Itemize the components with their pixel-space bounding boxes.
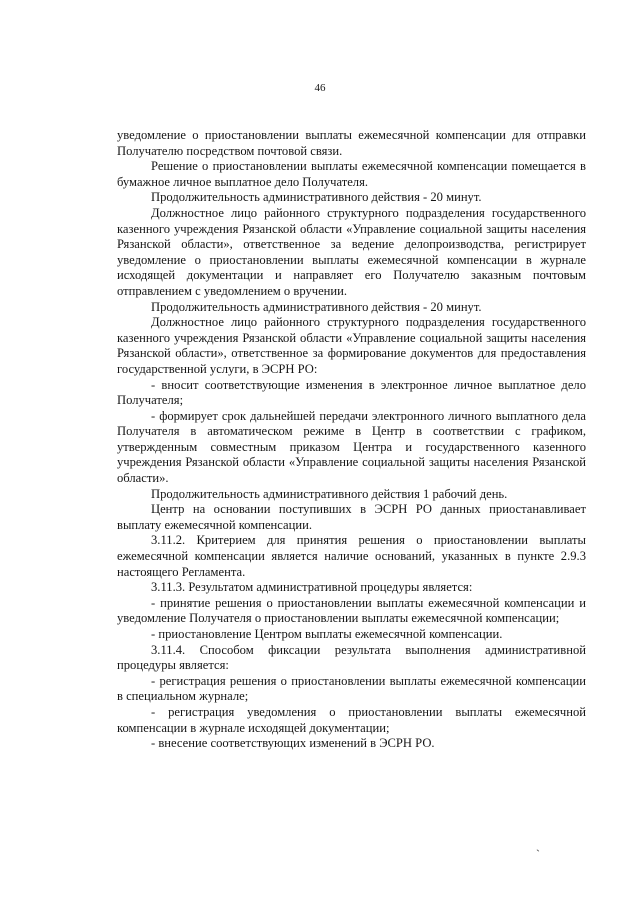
scan-mark: ˎ — [536, 838, 540, 852]
paragraph: 3.11.3. Результатом административной процедуры является: — [151, 580, 473, 595]
list-item: - принятие решения о приостановлении выплаты ежемесячной компенсации и уведомление Получателя о приостановлении выплаты ежемесячной компенсации; — [117, 595, 586, 626]
list-item: - вносит соответствующие изменения в электронное личное выплатное дело Получателя; — [117, 377, 586, 408]
page-number: 46 — [314, 82, 326, 94]
paragraph: Должностное лицо районного структурного подразделения государственного казенного учреждения Рязанской области «Управление социальной защиты населения Рязанской области», ответственное за ведение делопроизводства, регистрирует уведомление о приостановлении выплаты ежемесячной компенсации в журнале исходящей документации и направляет его Получателю заказным почтовым отправлением с уведомлением о вручении. — [117, 205, 586, 298]
paragraph: Центр на основании поступивших в ЭСРН РО данных приостанавливает выплату ежемесячной компенсации. — [117, 502, 586, 532]
document-body — [117, 128, 586, 752]
paragraph: Продолжительность административного действия 1 рабочий день. — [151, 486, 508, 501]
paragraph: Продолжительность административного действия - 20 минут. — [151, 299, 482, 314]
paragraph: Решение о приостановлении выплаты ежемесячной компенсации помещается в бумажное личное выплатное дело Получателя. — [117, 159, 586, 189]
paragraph: 3.11.2. Критерием для принятия решения о приостановлении выплаты ежемесячной компенсации является наличие оснований, указанных в пункте 2.9.3 настоящего Регламента. — [117, 533, 586, 579]
list-item: - внесение соответствующих изменений в ЭСРН РО. — [151, 736, 435, 751]
paragraph: 3.11.4. Способом фиксации результата выполнения административной процедуры является: — [117, 642, 586, 673]
list-item: - регистрация решения о приостановлении выплаты ежемесячной компенсации в специальном журнале; — [117, 673, 586, 704]
list-item: - приостановление Центром выплаты ежемесячной компенсации. — [151, 627, 503, 641]
paragraph: уведомление о приостановлении выплаты ежемесячной компенсации для отправки Получателю посредством почтовой связи. — [117, 128, 586, 158]
paragraph: Должностное лицо районного структурного подразделения государственного казенного учреждения Рязанской области «Управление социальной защиты населения Рязанской области», ответственное за формирование документов для предоставления государственной услуги, в ЭСРН РО: — [117, 315, 586, 376]
list-item: - регистрация уведомления о приостановлении выплаты ежемесячной компенсации в журнале исходящей документации; — [117, 704, 586, 735]
list-item: - формирует срок дальнейшей передачи электронного личного выплатного дела Получателя в автоматическом режиме в Центр в соответствии с графиком, утвержденным совместным приказом Центра и государственного казенного учреждения Рязанской области «Управление социальной защиты населения Рязанской области». — [117, 408, 586, 486]
paragraph: Продолжительность административного действия - 20 минут. — [151, 190, 482, 205]
